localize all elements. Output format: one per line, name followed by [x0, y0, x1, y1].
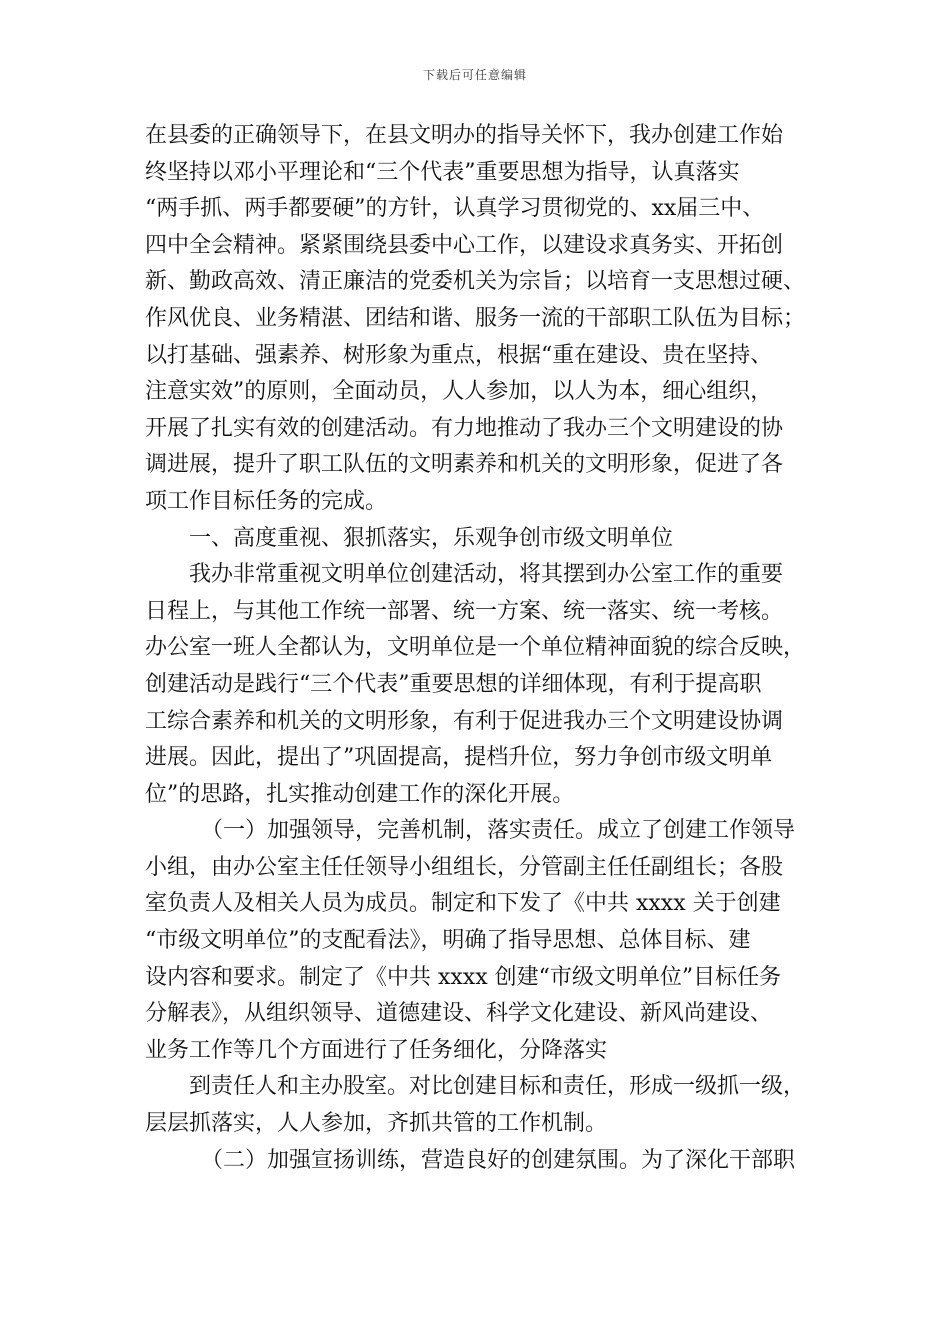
text-line: 办公室一班人全都认为，文明单位是一个单位精神面貌的综合反映，	[145, 635, 806, 661]
text-line: 调进展，提升了职工队伍的文明素养和机关的文明形象，促进了各	[145, 452, 784, 478]
text-line: 作风优良、业务精湛、团结和谐、服务一流的干部职工队伍为目标；	[145, 305, 806, 331]
text-line: 以打基础、强素养、树形象为重点，根据“重在建设、贵在坚持、	[145, 342, 773, 368]
heading-line: 一、高度重视、狠抓落实，乐观争创市级文明单位	[189, 525, 674, 551]
text-line: 日程上，与其他工作统一部署、统一方案、统一落实、统一考核。	[145, 598, 784, 624]
paragraph-intro	[145, 118, 830, 521]
paragraph-subsection-1	[145, 813, 830, 1069]
text-line: （二）加强宣扬训练，营造良好的创建氛围。为了深化干部职	[201, 1147, 796, 1173]
text-line: 四中全会精神。紧紧围绕县委中心工作，以建设求真务实、开拓创	[145, 232, 784, 258]
text-line: 室负责人及相关人员为成员。制定和下发了《中共 xxxx 关于创建	[145, 891, 781, 917]
text-line: 小组，由办公室主任任领导小组组长，分管副主任任副组长；各股	[145, 854, 784, 880]
text-line: 开展了扎实有效的创建活动。有力地推动了我办三个文明建设的协	[145, 415, 784, 441]
text-line: 新、勤政高效、清正廉洁的党委机关为宗旨；以培育一支思想过硬、	[145, 269, 806, 295]
text-line: 在县委的正确领导下，在县文明办的指导关怀下，我办创建工作始	[145, 123, 784, 148]
text-line: 业务工作等几个方面进行了任务细化，分降落实	[145, 1037, 608, 1063]
text-line: （一）加强领导，完善机制，落实责任。成立了创建工作领导	[201, 818, 796, 844]
paragraph-responsibility	[145, 1069, 830, 1142]
text-line: 创建活动是践行“三个代表”重要思想的详细体现，有利于提高职	[145, 671, 762, 697]
section-heading	[145, 521, 830, 558]
text-line: 到责任人和主办股室。对比创建目标和责任，形成一级抓一级，	[189, 1074, 806, 1100]
text-line: 位”的思路，扎实推动创建工作的深化开展。	[145, 781, 575, 807]
text-line: 分解表》，从组织领导、道德建设、科学文化建设、新风尚建设、	[145, 1001, 773, 1027]
text-line: 工综合素养和机关的文明形象，有利于促进我办三个文明建设协调	[145, 708, 784, 734]
page-header: 下载后可任意编辑	[422, 68, 527, 82]
text-line: 进展。因此，提出了”巩固提高，提档升位，努力争创市级文明单	[145, 745, 773, 771]
text-line: “两手抓、两手都要硬”的方针，认真学习贯彻党的、xx届三中、	[145, 196, 765, 222]
text-line: 我办非常重视文明单位创建活动，将其摆到办公室工作的重要	[189, 562, 784, 588]
document-body	[145, 118, 830, 1179]
paragraph-subsection-2	[145, 1143, 830, 1180]
paragraph-importance	[145, 557, 830, 813]
text-line: 层层抓落实，人人参加，齐抓共管的工作机制。	[145, 1111, 608, 1137]
text-line: 设内容和要求。制定了《中共 xxxx 创建“市级文明单位”目标任务	[145, 964, 782, 990]
text-line: 注意实效”的原则，全面动员，人人参加，以人为本，细心组织，	[145, 379, 773, 405]
text-line: “市级文明单位”的支配看法》，明确了指导思想、总体目标、建	[145, 928, 751, 954]
text-line: 终坚持以邓小平理论和“三个代表”重要思想为指导，认真落实	[145, 159, 740, 185]
text-line: 项工作目标任务的完成。	[145, 488, 388, 514]
